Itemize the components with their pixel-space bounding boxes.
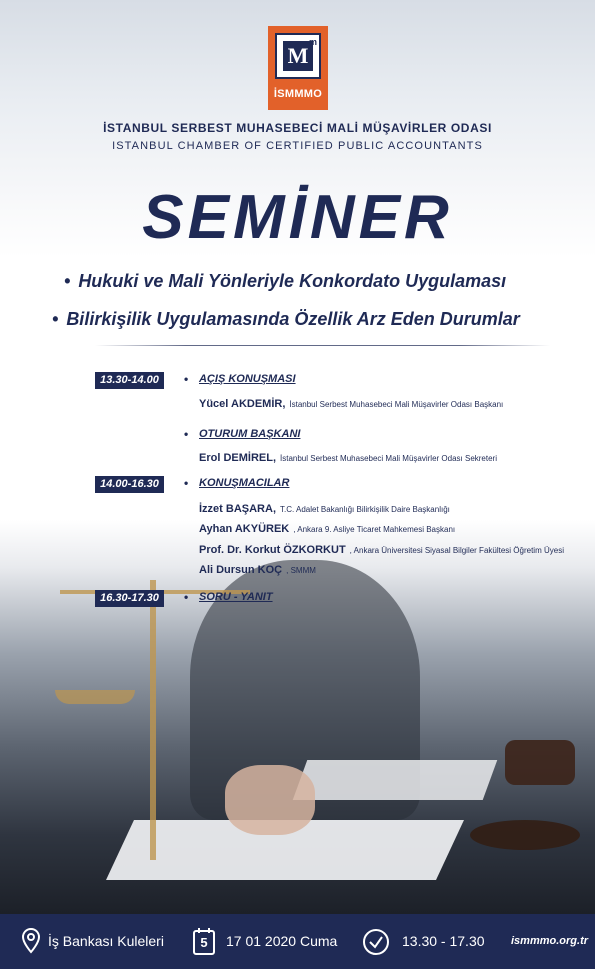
section-heading-speakers: KONUŞMACILAR: [199, 477, 290, 489]
bullet: •: [184, 476, 189, 490]
person-entry: [199, 560, 316, 578]
background-photo-legal-scene: [0, 520, 595, 914]
person-name: Prof. Dr. Korkut ÖZKORKUT: [199, 544, 346, 556]
person-role: T.C. Adalet Bakanlığı Bilirkişilik Daire Başkanlığı: [280, 505, 450, 514]
person-entry: [199, 394, 503, 412]
time-badge: 13.30-14.00: [95, 372, 164, 389]
scale-pole: [150, 580, 156, 860]
person-name: Yücel AKDEMİR,: [199, 398, 286, 410]
time-badge: 14.00-16.30: [95, 476, 164, 493]
organization-name-en: ISTANBUL CHAMBER OF CERTIFIED PUBLIC ACCOUNTANTS: [112, 140, 483, 152]
bullet: •: [184, 372, 189, 386]
person-role: , Ankara Üniversitesi Siyasal Bilgiler Fakültesi Öğretim Üyesi: [349, 546, 564, 555]
subject-item: [52, 309, 520, 330]
person-name: İzzet BAŞARA,: [199, 503, 277, 515]
gavel-base: [470, 820, 580, 850]
logo-superscript: m: [308, 37, 317, 47]
section-heading-opening: AÇIŞ KONUŞMASI: [199, 373, 296, 385]
person-name: Erol DEMİREL,: [199, 452, 277, 464]
person-role: İstanbul Serbest Muhasebeci Mali Müşavirler Odası Sekreteri: [280, 454, 497, 463]
footer-bar: [0, 914, 595, 969]
bullet: •: [184, 590, 189, 604]
organization-name-tr: İSTANBUL SERBEST MUHASEBECİ MALİ MÜŞAVİRLER ODASI: [103, 121, 492, 135]
ismmmo-logo: [268, 26, 328, 110]
person-name: Ayhan AKYÜREK: [199, 523, 290, 535]
scale-pan: [55, 690, 135, 704]
hand-shape: [225, 765, 315, 835]
person-entry: [199, 448, 497, 466]
time-text: 13.30 - 17.30: [402, 933, 485, 949]
person-entry: [199, 499, 450, 517]
website-link[interactable]: ismmmo.org.tr: [511, 935, 589, 947]
time-badge: 16.30-17.30: [95, 590, 164, 607]
subject-item: [64, 271, 506, 292]
person-name: Ali Dursun KOÇ: [199, 564, 283, 576]
logo-text: İSMMMO: [273, 88, 323, 100]
gavel-head: [505, 740, 575, 785]
person-role: , SMMM: [286, 566, 316, 575]
logo-mark: M: [283, 41, 313, 71]
location-pin-icon: [22, 928, 40, 959]
subject-text: Bilirkişilik Uygulamasında Özellik Arz Eden Durumlar: [66, 309, 520, 329]
bullet: •: [64, 271, 71, 291]
divider: [95, 345, 550, 346]
bullet: •: [52, 309, 59, 329]
person-entry: [199, 519, 455, 537]
page-title: SEMİNER: [142, 183, 453, 252]
person-entry: [199, 540, 564, 558]
calendar-day: 5: [200, 935, 208, 950]
date-text: 17 01 2020 Cuma: [226, 933, 338, 949]
bullet: •: [184, 427, 189, 441]
clock-icon: [362, 928, 390, 961]
venue-text: İş Bankası Kuleleri: [48, 933, 164, 949]
section-heading-chair: OTURUM BAŞKANI: [199, 428, 301, 440]
person-role: İstanbul Serbest Muhasebeci Mali Müşavirler Odası Başkanı: [289, 400, 504, 409]
book-shape: [293, 760, 498, 800]
logo-emblem: [275, 33, 321, 79]
person-role: , Ankara 9. Asliye Ticaret Mahkemesi Başkanı: [293, 525, 456, 534]
subject-text: Hukuki ve Mali Yönleriyle Konkordato Uygulaması: [78, 271, 507, 291]
section-heading-qa: SORU - YANIT: [199, 591, 273, 603]
